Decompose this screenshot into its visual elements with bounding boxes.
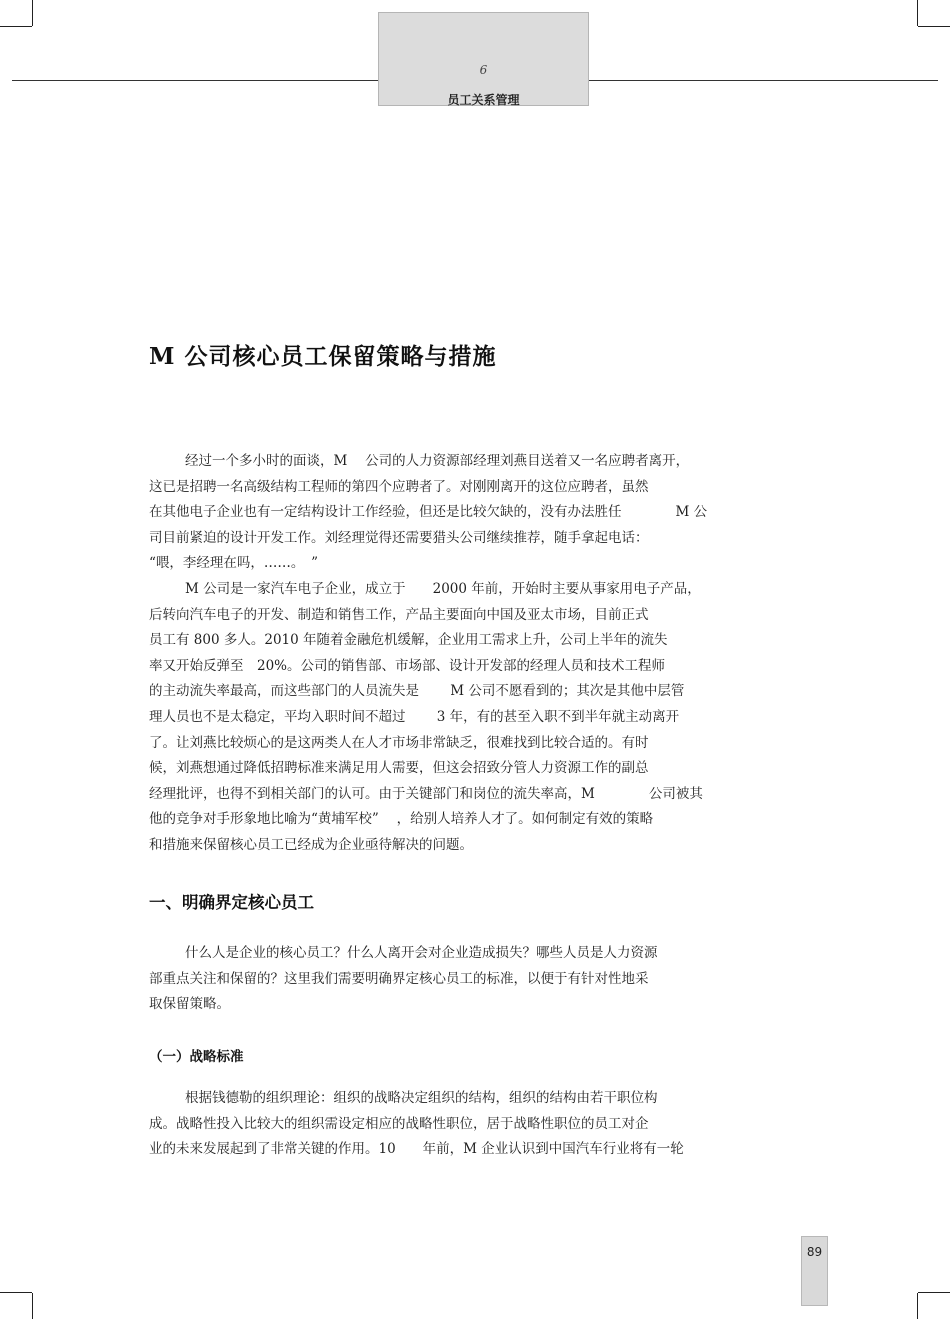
text-line: 业的未来发展起到了非常关键的作用。10 年前，M 企业认识到中国汽车行业将有一轮: [149, 1141, 684, 1158]
text-line: 他的竞争对手形象地比喻为“黄埔军校” ，给别人培养人才了。如何制定有效的策略: [149, 811, 654, 828]
crop-mark-bottom-left-horizontal: [0, 1292, 32, 1293]
text-line: 司目前紧迫的设计开发工作。刘经理觉得还需要猎头公司继续推荐，随手拿起电话：: [149, 529, 649, 546]
text-line: M 公司是一家汽车电子企业，成立于 2000 年前，开始时主要从事家用电子产品，: [185, 581, 701, 597]
text-line: 员工有 800 多人。2010 年随着金融危机缓解，企业用工需求上升，公司上半年的流失: [149, 632, 668, 649]
crop-mark-top-right-horizontal: [918, 26, 950, 27]
subsection-heading: （一）战略标准: [149, 1049, 244, 1065]
text-line: 什么人是企业的核心员工？什么人离开会对企业造成损失？哪些人员是人力资源: [185, 945, 658, 961]
subsection-paragraph: [149, 1086, 809, 1163]
chapter-tab: [378, 12, 589, 106]
text-line: 在其他电子企业也有一定结构设计工作经验，但还是比较欠缺的，没有办法胜任 M 公: [149, 504, 708, 521]
crop-mark-top-left-vertical: [32, 0, 33, 26]
text-line: 部重点关注和保留的？这里我们需要明确界定核心员工的标准，以便于有针对性地采: [149, 970, 649, 987]
intro-paragraph-1: [149, 449, 809, 577]
text-line: 取保留策略。: [149, 996, 230, 1013]
crop-mark-bottom-right-vertical: [917, 1293, 918, 1319]
chapter-number: 6: [479, 63, 488, 77]
section-paragraph: [149, 941, 809, 1018]
crop-mark-top-right-vertical: [917, 0, 918, 26]
text-line: 候，刘燕想通过降低招聘标准来满足用人需要，但这会招致分管人力资源工作的副总: [149, 760, 649, 777]
text-line: 和措施来保留核心员工已经成为企业亟待解决的问题。: [149, 836, 473, 853]
article-title: M 公司核心员工保留策略与措施: [149, 343, 497, 370]
section-heading: 一、明确界定核心员工: [149, 893, 314, 912]
text-line: 的主动流失率最高，而这些部门的人员流失是 M 公司不愿看到的；其次是其他中层管: [149, 683, 685, 700]
text-line: 理人员也不是太稳定，平均入职时间不超过 3 年，有的甚至入职不到半年就主动离开: [149, 708, 680, 725]
chapter-title: 员工关系管理: [447, 93, 520, 107]
page-number: 89: [801, 1236, 828, 1306]
text-line: 后转向汽车电子的开发、制造和销售工作，产品主要面向中国及亚太市场，目前正式: [149, 606, 649, 623]
crop-mark-bottom-left-vertical: [32, 1293, 33, 1319]
text-line: 经理批评，也得不到相关部门的认可。由于关键部门和岗位的流失率高，M 公司被其: [149, 785, 703, 802]
intro-paragraph-2: [149, 577, 809, 859]
text-line: “喂，李经理在吗，……。 ”: [149, 555, 319, 572]
text-line: 经过一个多小时的面谈，M 公司的人力资源部经理刘燕目送着又一名应聘者离开，: [185, 453, 690, 469]
text-line: 成。战略性投入比较大的组织需设定相应的战略性职位，居于战略性职位的员工对企: [149, 1115, 649, 1132]
crop-mark-bottom-right-horizontal: [918, 1292, 950, 1293]
text-line: 根据钱德勒的组织理论：组织的战略决定组织的结构，组织的结构由若干职位构: [185, 1090, 658, 1106]
text-line: 这已是招聘一名高级结构工程师的第四个应聘者了。对刚刚离开的这位应聘者，虽然: [149, 478, 649, 495]
text-line: 了。让刘燕比较烦心的是这两类人在人才市场非常缺乏，很难找到比较合适的。有时: [149, 734, 649, 751]
text-line: 率又开始反弹至 20%。公司的销售部、市场部、设计开发部的经理人员和技术工程师: [149, 657, 666, 674]
crop-mark-top-left-horizontal: [0, 26, 32, 27]
